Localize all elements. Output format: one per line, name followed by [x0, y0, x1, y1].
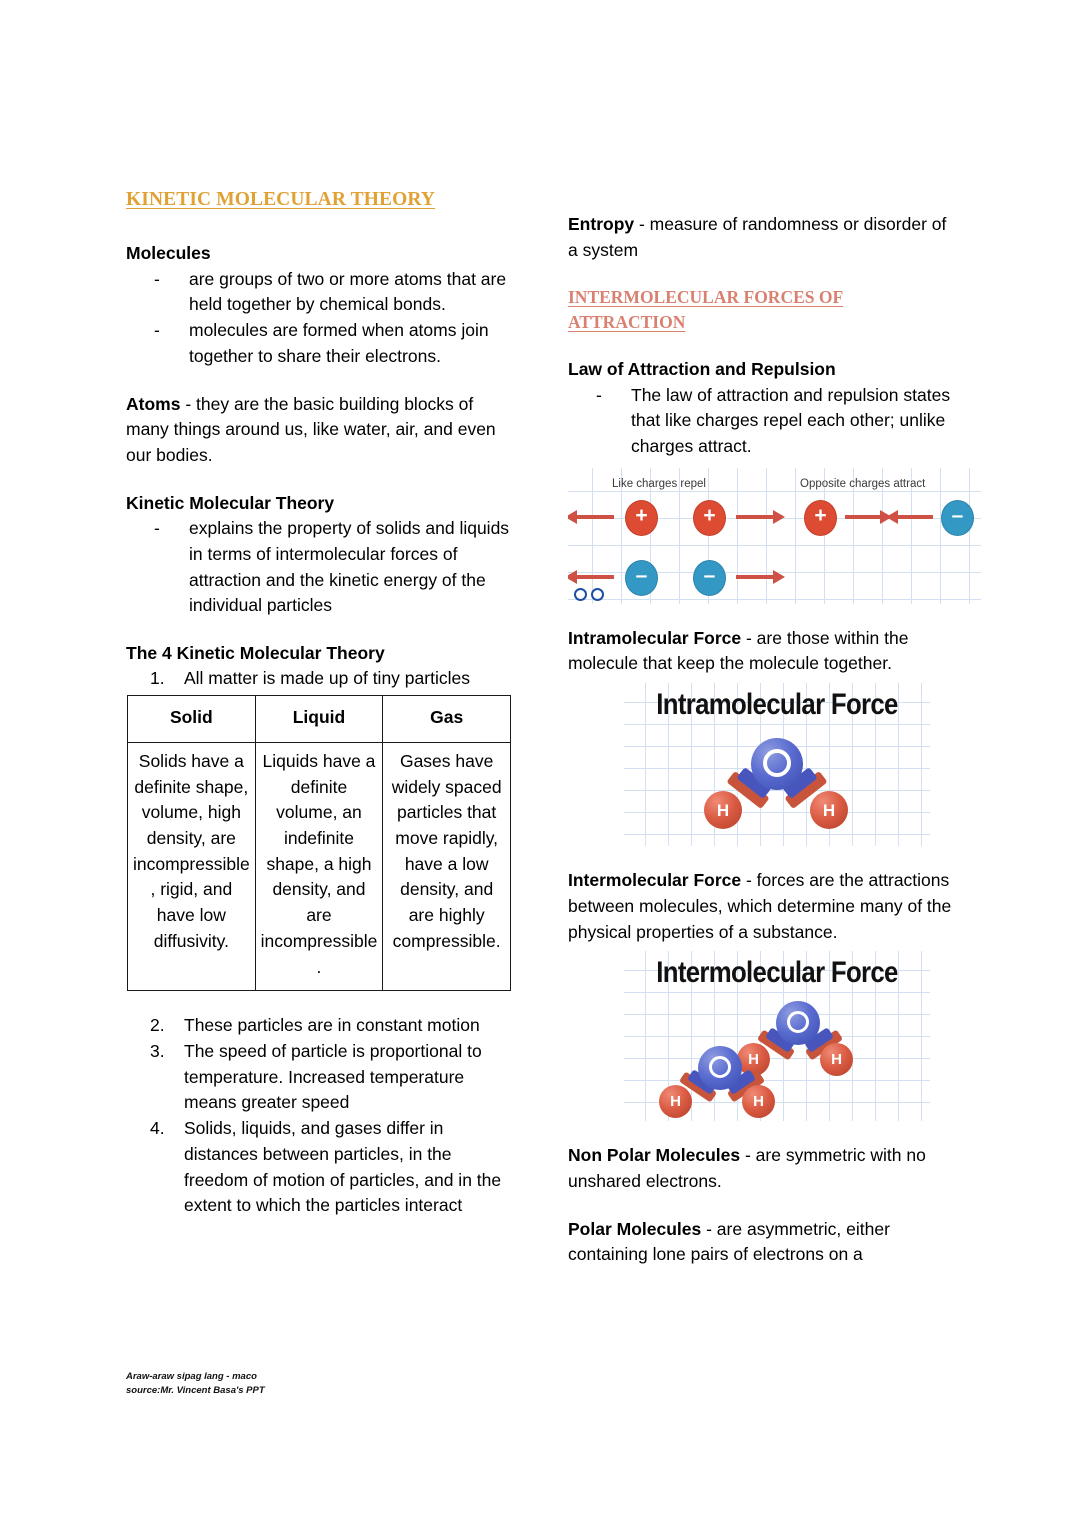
- polar-definition: [568, 1217, 954, 1268]
- spacer: [568, 263, 954, 285]
- left-column: [126, 188, 512, 1219]
- hydrogen-atom: [704, 791, 742, 829]
- right-column: [568, 212, 964, 1268]
- positive-charge-icon: [693, 500, 726, 536]
- list-text: Solids, liquids, and gases differ in distances between particles, in the freedom of motion of particles, and in the extent to which the particles interact: [184, 1118, 502, 1216]
- plus-symbol: +: [703, 504, 716, 528]
- table-row: [128, 742, 511, 990]
- list-item: [126, 1013, 512, 1039]
- charges-attract-label: Opposite charges attract: [800, 477, 926, 490]
- intramolecular-definition: [568, 626, 954, 677]
- non-polar-text: - are symmetric with no unshared electrons.: [568, 1145, 926, 1191]
- negative-charge-icon: [693, 560, 726, 596]
- spacer: [568, 1195, 954, 1217]
- arrow-right-icon: [736, 575, 774, 579]
- hydrogen-atom: [737, 1043, 770, 1076]
- spacer: [126, 619, 512, 641]
- minus-symbol: –: [703, 564, 716, 588]
- hydrogen-atom: [659, 1085, 692, 1118]
- hydrogen-label: H: [748, 1051, 759, 1069]
- positive-charge-icon: [625, 500, 658, 536]
- intermolecular-text: - forces are the attractions between molecules, which determine many of the physical properties of a substance.: [568, 870, 952, 942]
- spacer: [568, 604, 954, 626]
- intermolecular-force-figure: [624, 951, 930, 1121]
- figure-title: Intramolecular Force: [656, 688, 898, 722]
- intermolecular-definition: [568, 868, 954, 945]
- states-of-matter-table: [127, 695, 511, 991]
- entropy-text: - measure of randomness or disorder of a system: [568, 214, 947, 260]
- arrow-right-icon: [736, 515, 774, 519]
- spacer: [126, 370, 512, 392]
- list-text: These particles are in constant motion: [184, 1015, 480, 1036]
- page-title: KINETIC MOLECULAR THEORY: [126, 189, 436, 210]
- law-of-attraction-heading: Law of Attraction and Repulsion: [568, 359, 836, 380]
- molecules-heading: Molecules: [126, 243, 211, 264]
- list-item: [126, 1039, 512, 1116]
- list-number: 1.: [150, 668, 165, 689]
- kmt-list: [126, 516, 512, 619]
- atoms-text: - they are the basic building blocks of many things around us, like water, air, and even our bodies.: [126, 393, 496, 466]
- list-item: [126, 666, 512, 692]
- polar-term: Polar Molecules: [568, 1218, 702, 1239]
- table-cell-gas: Gases have widely spaced particles that move rapidly, have a low density, and are highly compressible.: [383, 742, 511, 990]
- list-item: - are groups of two or more atoms that are held together by chemical bonds.: [126, 267, 512, 318]
- list-number: 3.: [150, 1041, 165, 1062]
- hydrogen-label: H: [716, 800, 730, 820]
- table-body: [128, 742, 511, 990]
- table-head: [128, 696, 511, 743]
- hydrogen-label: H: [831, 1051, 842, 1069]
- hydrogen-label: H: [753, 1093, 764, 1111]
- hydrogen-label: H: [822, 800, 836, 820]
- non-polar-definition: [568, 1143, 954, 1194]
- footnote: [126, 1370, 265, 1398]
- polar-text: - are asymmetric, either containing lone pairs of electrons on a: [568, 1218, 890, 1265]
- arrow-left-icon: [576, 575, 614, 579]
- atoms-definition: [126, 392, 512, 469]
- spacer: [568, 1121, 954, 1143]
- charges-diagram: [568, 468, 981, 604]
- list-text: The speed of particle is proportional to temperature. Increased temperature means greater speed: [184, 1041, 482, 1113]
- intermolecular-term: Intermolecular Force: [568, 870, 742, 891]
- list-item: - explains the property of solids and liquids in terms of intermolecular forces of attraction and the kinetic energy of the individual particles: [126, 516, 512, 619]
- table-cell-liquid: Liquids have a definite volume, an indefinite shape, a high density, and are incompressible.: [255, 742, 383, 990]
- negative-charge-icon: [625, 560, 658, 596]
- atoms-term: Atoms: [126, 393, 181, 414]
- oxygen-atom: [698, 1046, 742, 1090]
- kmt-heading: Kinetic Molecular Theory: [126, 492, 335, 513]
- list-text: All matter is made up of tiny particles: [184, 668, 470, 689]
- spacer: [126, 211, 512, 241]
- four-kmt-list-part1: [126, 666, 512, 692]
- list-number: 2.: [150, 1015, 165, 1036]
- oxygen-atom: [751, 738, 803, 790]
- four-kmt-heading: The 4 Kinetic Molecular Theory: [126, 643, 385, 664]
- intramolecular-text: - are those within the molecule that keep the molecule together.: [568, 627, 909, 674]
- table-cell-solid: Solids have a definite shape, volume, high density, are incompressible, rigid, and have low diffusivity.: [128, 742, 256, 990]
- footnote-line-1: Araw-araw sipag lang - maco: [126, 1371, 257, 1382]
- column-header-solid: Solid: [128, 696, 256, 743]
- list-item: - molecules are formed when atoms join together to share their electrons.: [126, 318, 512, 369]
- small-circle-icon: [591, 588, 604, 601]
- spacer: [568, 846, 954, 868]
- positive-charge-icon: [804, 500, 837, 536]
- spacer: [568, 335, 954, 357]
- arrow-left-icon: [897, 515, 933, 519]
- plus-symbol: +: [635, 504, 648, 528]
- law-of-attraction-list: [568, 383, 954, 460]
- hydrogen-atom: [810, 791, 848, 829]
- section-title-imfa: INTERMOLECULAR FORCES OF ATTRACTION: [568, 287, 844, 333]
- hydrogen-label: H: [670, 1093, 681, 1111]
- footnote-line-2: source:Mr. Vincent Basa's PPT: [126, 1384, 265, 1396]
- four-kmt-list-part2: [126, 1013, 512, 1219]
- minus-symbol: –: [951, 504, 964, 528]
- hydrogen-atom: [820, 1043, 853, 1076]
- column-header-gas: Gas: [383, 696, 511, 743]
- list-number: 4.: [150, 1118, 165, 1139]
- list-item: [126, 1116, 512, 1219]
- intramolecular-term: Intramolecular Force: [568, 627, 742, 648]
- figure-title: Intermolecular Force: [656, 956, 898, 990]
- entropy-term: Entropy: [568, 214, 635, 234]
- negative-charge-icon: [941, 500, 974, 536]
- column-header-liquid: Liquid: [255, 696, 383, 743]
- oxygen-atom: [776, 1001, 820, 1045]
- hydrogen-atom: [742, 1085, 775, 1118]
- charges-repel-label: Like charges repel: [612, 477, 706, 490]
- non-polar-term: Non Polar Molecules: [568, 1145, 741, 1166]
- table-header-row: [128, 696, 511, 743]
- list-item: - The law of attraction and repulsion states that like charges repel each other; unlike charges attract.: [568, 383, 954, 460]
- spacer: [126, 469, 512, 491]
- small-circle-icon: [574, 588, 587, 601]
- plus-symbol: +: [814, 504, 827, 528]
- arrow-right-icon: [845, 515, 881, 519]
- spacer: [126, 991, 512, 1013]
- molecules-list: [126, 267, 512, 370]
- minus-symbol: –: [635, 564, 648, 588]
- entropy-definition: [568, 212, 954, 263]
- arrow-left-icon: [576, 515, 614, 519]
- intramolecular-force-figure: [624, 683, 930, 846]
